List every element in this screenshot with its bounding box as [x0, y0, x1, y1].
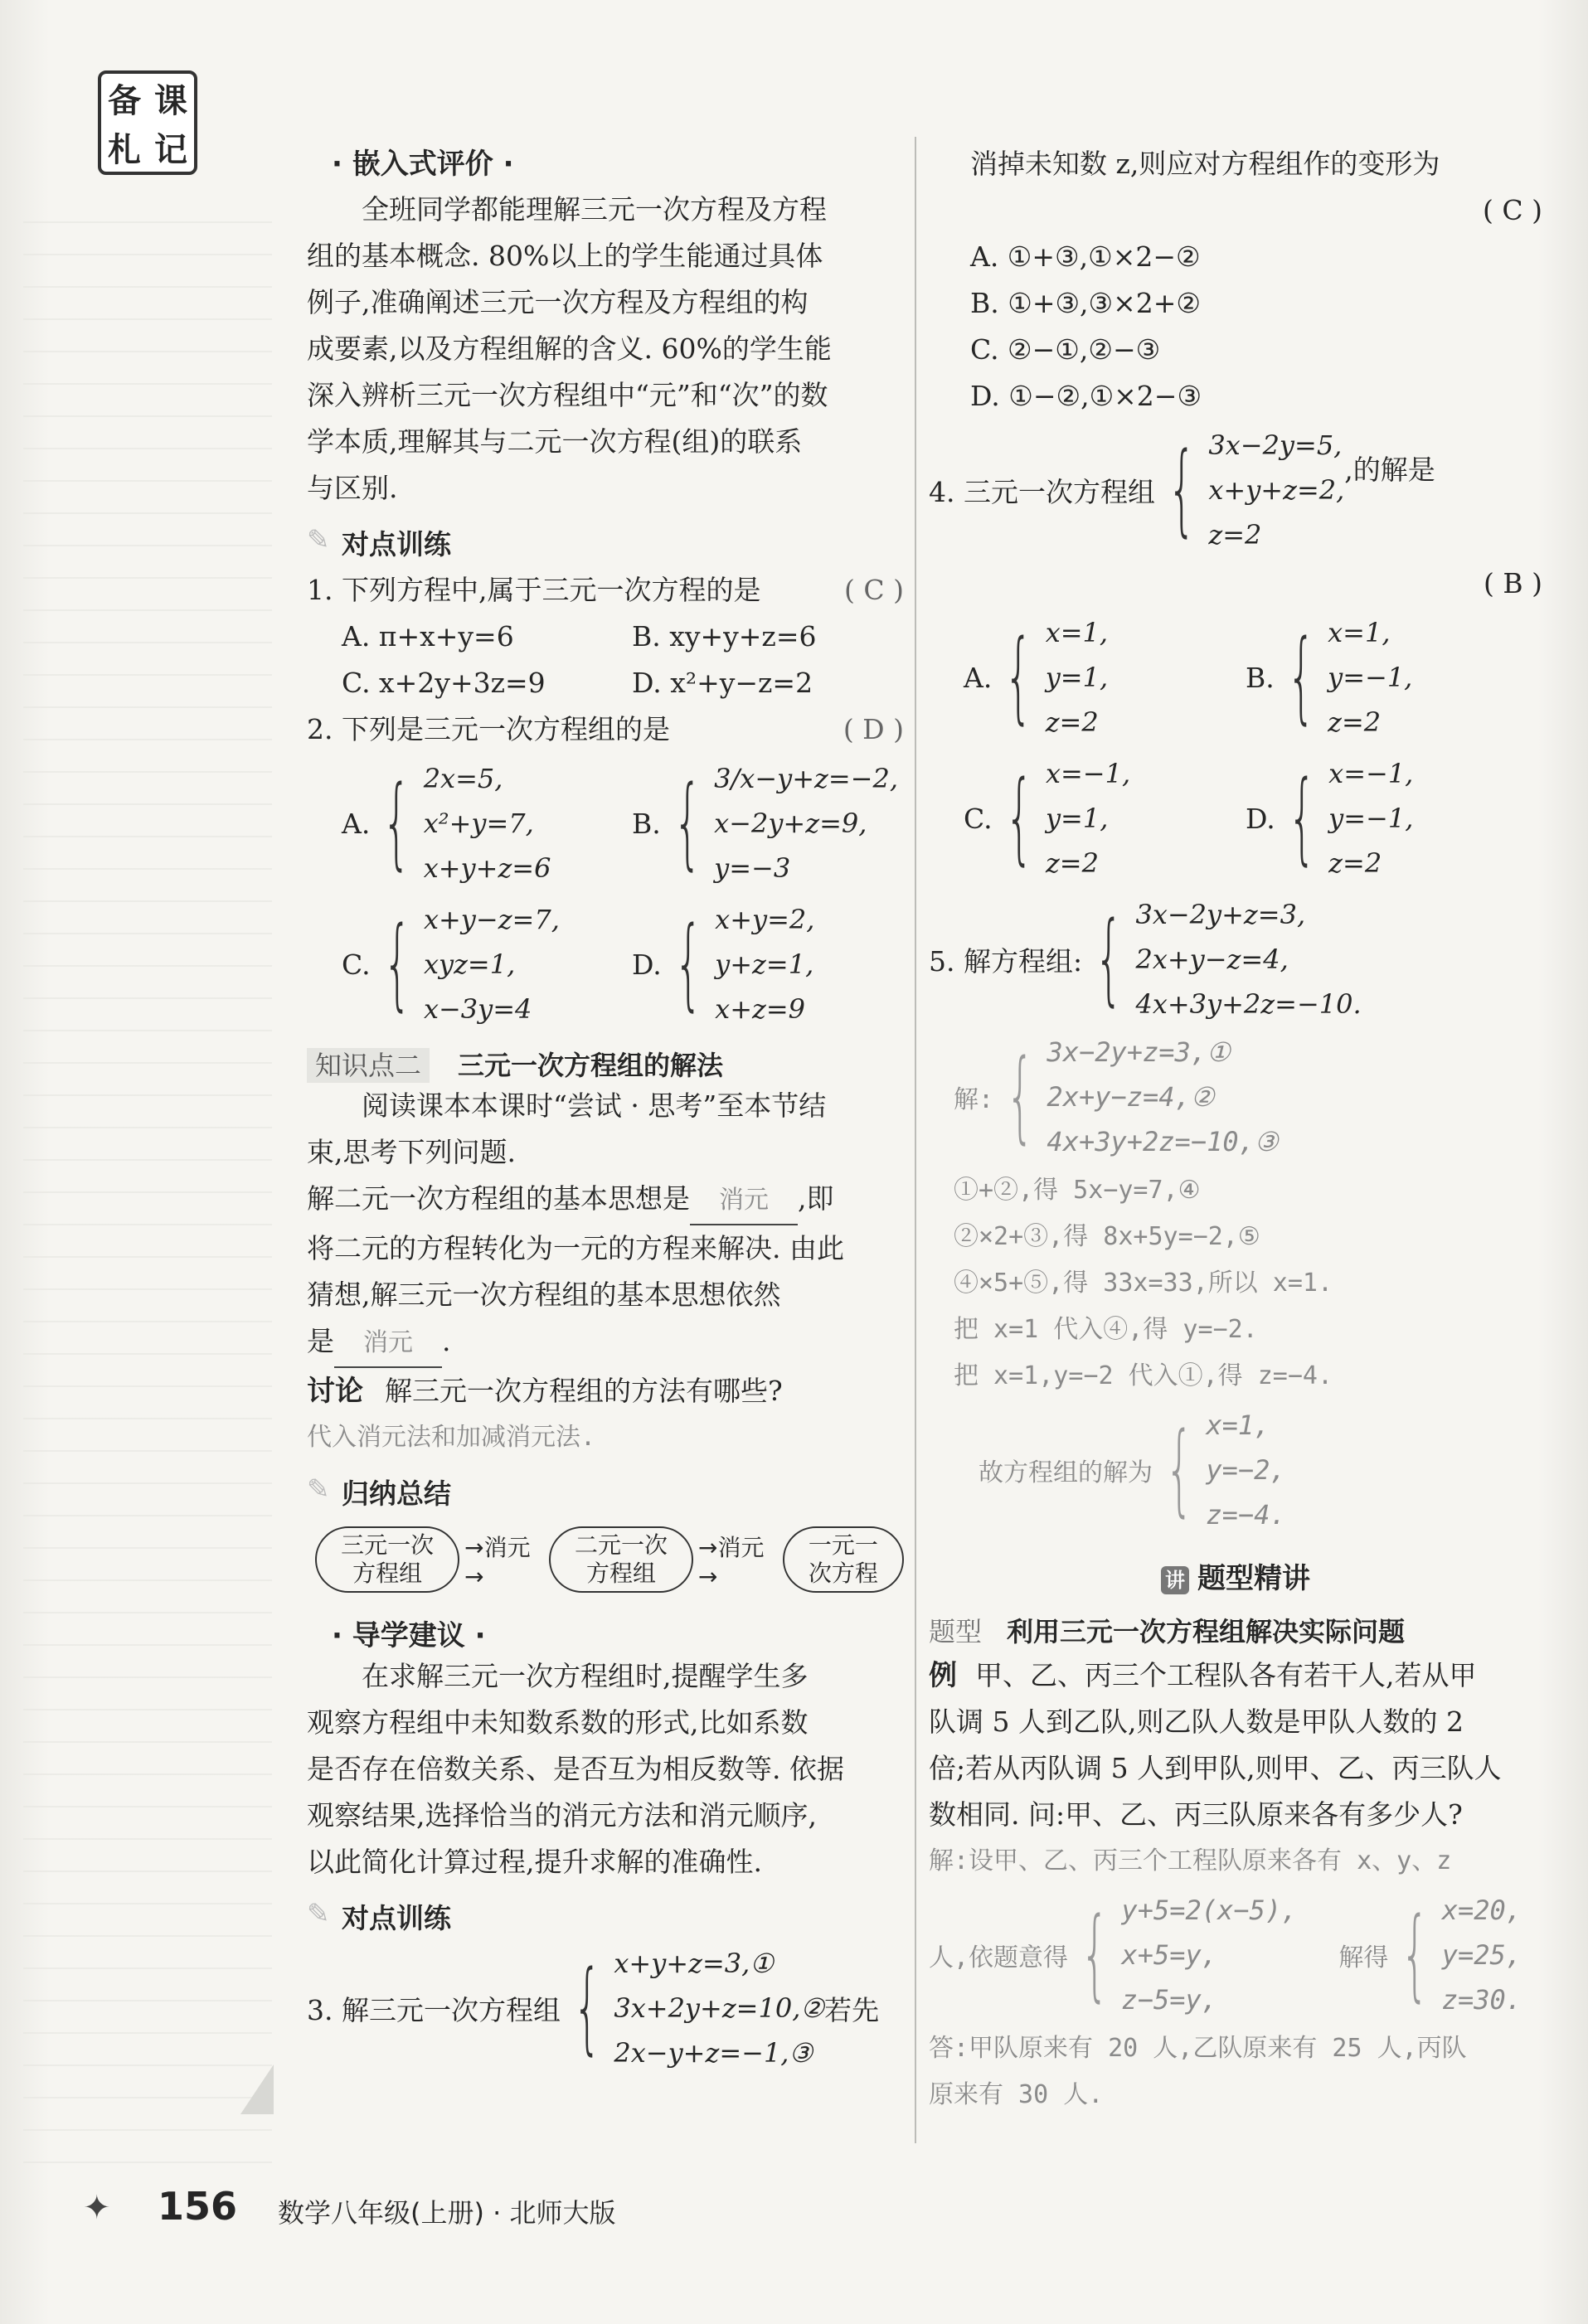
- eval-line: 成要素,以及方程组解的含义. 60%的学生能: [307, 332, 832, 365]
- q2-options: [307, 753, 904, 1035]
- basic-idea-line: 将二元的方程转化为一元的方程来解决. 由此: [307, 1232, 844, 1264]
- question-3: 3. 解三元一次方程组 { x+y+z=3,① 3x+2y+z=10,② 2x−y+z=−1,③ 若先: [307, 1948, 880, 2069]
- solution-step: 把 x=1,y=−2 代入①,得 z=−4.: [954, 1361, 1333, 1390]
- guide-line: 以此简化计算过程,提升求解的准确性.: [307, 1846, 762, 1878]
- basic-idea-line: 解二元一次方程组的基本思想是 消元 ,即: [307, 1176, 904, 1225]
- q3-option-d: D. ①−②,①×2−③: [970, 380, 1202, 412]
- q4-option-d: D. { x=−1, y=−1, z=2: [1246, 758, 1414, 879]
- embedded-eval-text: [307, 187, 904, 512]
- flow-three-var: 三元一次方程组: [315, 1526, 459, 1593]
- read-line: 阅读课本本课时“尝试 · 思考”至本节结: [362, 1089, 827, 1122]
- example-system: 人,依题意得 { y+5=2(x−5), x+5=y, z−5=y, 解得 { x=20, y=25, z=30.: [929, 1895, 1522, 2016]
- solution-step: ④×5+⑤,得 33x=33,所以 x=1.: [954, 1269, 1333, 1298]
- example-line: 数相同. 问:甲、乙、丙三队原来各有多少人?: [929, 1798, 1463, 1831]
- q4-option-a: A. { x=1, y=1, z=2: [964, 617, 1109, 738]
- book-title: 数学八年级(上册) · 北师大版: [278, 2197, 616, 2229]
- kp-title: 三元一次方程组的解法: [458, 1050, 724, 1081]
- fill-answer-1: 消元: [690, 1177, 798, 1225]
- q3-option-c: C. ②−①,②−③: [970, 333, 1161, 366]
- question-2: 2. 下列是三元一次方程组的是 ( D ): [307, 706, 904, 753]
- q2-option-a: A. { 2x=5, x²+y=7, x+y+z=6: [342, 763, 551, 884]
- practice-heading: ✎ 对点训练: [307, 523, 904, 562]
- example-line: 队调 5 人到乙队,则乙队人数是甲队人数的 2: [929, 1705, 1464, 1738]
- example-line: 例 甲、乙、丙三个工程队各有若干人,若从甲: [929, 1659, 1477, 1692]
- flow-two-var: 二元一次方程组: [549, 1526, 693, 1593]
- method-flowchart: [315, 1526, 904, 1593]
- q3-option-a: A. ①+③,①×2−②: [970, 240, 1201, 273]
- discussion: 讨论 解三元一次方程组的方法有哪些?: [307, 1375, 783, 1408]
- q1-option-b: B. xy+y+z=6: [632, 620, 817, 653]
- q2-option-c: C. { x+y−z=7, xyz=1, x−3y=4: [342, 904, 560, 1025]
- guide-line: 是否存在倍数关系、是否互为相反数等. 依据: [307, 1753, 844, 1785]
- basic-idea-line: 猜想,解三元一次方程组的基本思想依然: [307, 1278, 781, 1311]
- eval-line: 全班同学都能理解三元一次方程及方程: [362, 193, 827, 226]
- solution-step: 把 x=1 代入④,得 y=−2.: [954, 1315, 1258, 1344]
- q1-option-a: A. π+x+y=6: [342, 620, 514, 653]
- q3-options: [929, 234, 1542, 420]
- section-heading: 讲 题型精讲: [929, 1555, 1542, 1596]
- basic-idea-line: 是 消元 .: [307, 1318, 904, 1368]
- eval-line: 学本质,理解其与二元一次方程(组)的联系: [307, 425, 803, 458]
- notes-margin: [23, 191, 272, 2181]
- read-line: 束,思考下列问题.: [307, 1136, 516, 1168]
- left-column: [307, 141, 904, 2079]
- flow-arrow: →消元→: [464, 1533, 531, 1590]
- q4-option-c: C. { x=−1, y=1, z=2: [964, 758, 1131, 879]
- eval-line: 深入辨析三元一次方程组中“元”和“次”的数: [307, 379, 828, 411]
- guide-line: 在求解三元一次方程组时,提醒学生多: [362, 1660, 809, 1692]
- guide-line: 观察结果,选择恰当的消元方法和消元顺序,: [307, 1799, 817, 1832]
- example-solution: 解:设甲、乙、丙三个工程队原来各有 x、y、z: [929, 1846, 1452, 1875]
- q2-option-d: D. { x+y=2, y+z=1, x+z=9: [632, 904, 815, 1025]
- solution-final: 故方程组的解为 { x=1, y=−2, z=−4.: [979, 1409, 1286, 1531]
- flow-arrow: →消元→: [698, 1533, 765, 1590]
- answer-q1: ( C ): [844, 574, 904, 606]
- answer-q4: ( B ): [1484, 567, 1542, 599]
- answer-q2: ( D ): [843, 713, 904, 745]
- flow-one-var: 一元一次方程: [783, 1526, 904, 1593]
- eval-line: 例子,准确阐述三元一次方程及方程组的构: [307, 286, 809, 318]
- q5-solution: [929, 1030, 1542, 1537]
- q1-options: [307, 614, 904, 706]
- question-1: 1. 下列方程中,属于三元一次方程的是 ( C ): [307, 567, 904, 614]
- q3-option-b: B. ①+③,③×2+②: [970, 287, 1202, 319]
- knowledge-point-2: [307, 1045, 904, 1083]
- eval-line: 与区别.: [307, 472, 398, 504]
- solution-system: 解: { 3x−2y+z=3,① 2x+y−z=4,② 4x+3y+2z=−10,③: [954, 1036, 1279, 1157]
- corner-decoration: [240, 2064, 274, 2114]
- eval-line: 组的基本概念. 80%以上的学生能通过具体: [307, 240, 823, 272]
- q4-option-b: B. { x=1, y=−1, z=2: [1246, 617, 1413, 738]
- solution-step: ①+②,得 5x−y=7,④: [954, 1176, 1201, 1205]
- embedded-eval-title: · 嵌入式评价 ·: [332, 148, 514, 181]
- guide-line: 观察方程组中未知数系数的形式,比如系数: [307, 1706, 809, 1739]
- guide-title: · 导学建议 ·: [332, 1619, 486, 1652]
- fill-answer-2: 消元: [334, 1320, 442, 1368]
- page-number: 156: [158, 2184, 238, 2229]
- solution-step: ②×2+③,得 8x+5y=−2,⑤: [954, 1222, 1260, 1251]
- answer-q3: ( C ): [1483, 194, 1542, 226]
- example-answer: 原来有 30 人.: [929, 2080, 1104, 2109]
- q1-option-c: C. x+2y+3z=9: [342, 667, 546, 699]
- q1-option-d: D. x²+y−z=2: [632, 667, 813, 699]
- lecture-icon: 讲: [1161, 1566, 1189, 1594]
- problem-type: 题型 利用三元一次方程组解决实际问题: [929, 1616, 1406, 1647]
- right-column: [929, 141, 1542, 2118]
- question-4: 4. 三元一次方程组 { 3x−2y=5, x+y+z=2, z=2 ,的解是: [929, 429, 1435, 551]
- star-icon: ✦: [83, 2189, 111, 2227]
- q2-option-b: B. { 3/x−y+z=−2, x−2y+z=9, y=−3: [632, 763, 899, 884]
- column-divider: [915, 137, 916, 2143]
- discussion-answer: 代入消元法和加减消元法.: [307, 1423, 596, 1452]
- practice-heading-2: ✎ 对点训练: [307, 1897, 904, 1936]
- example-line: 倍;若从丙队调 5 人到甲队,则甲、乙、丙三队人: [929, 1752, 1502, 1784]
- kp-tag: 知识点二: [307, 1048, 430, 1083]
- lesson-notes-logo: 备 课 札 记: [98, 70, 197, 175]
- question-5: 5. 解方程组: { 3x−2y+z=3, 2x+y−z=4, 4x+3y+2z=−10.: [929, 899, 1362, 1020]
- guide-text: [307, 1653, 904, 1885]
- q3-continued: 消掉未知数 z,则应对方程组作的变形为: [970, 148, 1440, 180]
- example-answer: 答:甲队原来有 20 人,乙队原来有 25 人,丙队: [929, 2034, 1467, 2063]
- summary-heading: ✎ 归纳总结: [307, 1473, 904, 1511]
- q4-options: [929, 607, 1542, 889]
